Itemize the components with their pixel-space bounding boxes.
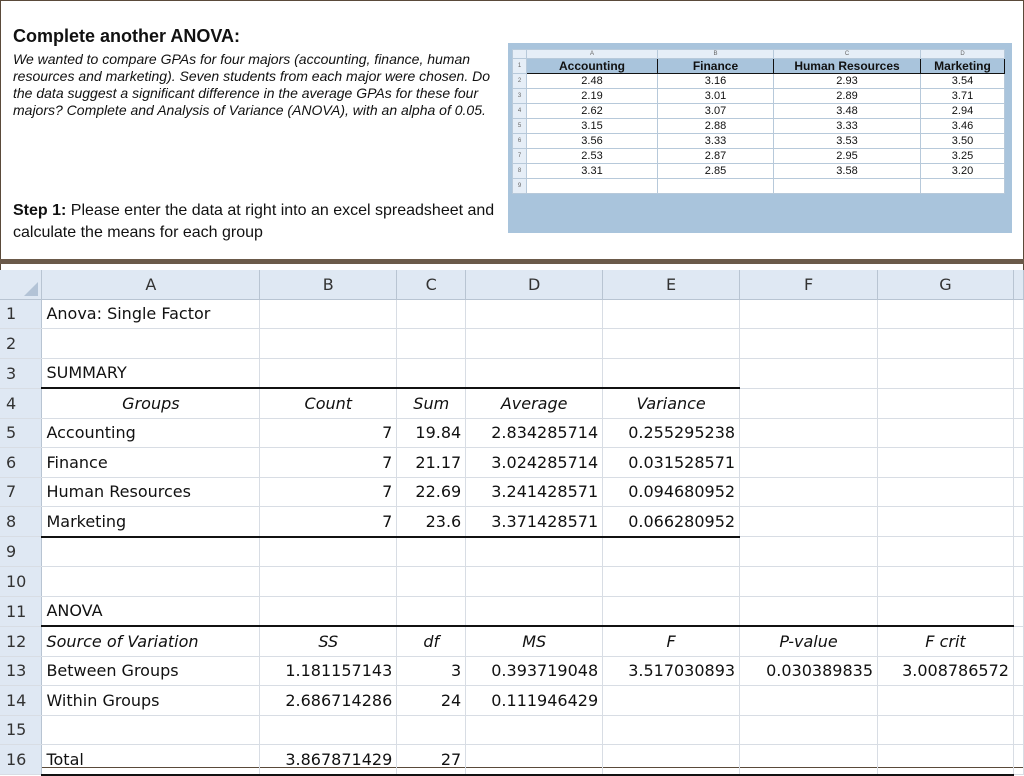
- mini-cell: 3.56: [527, 134, 658, 149]
- sheet-cell[interactable]: 21.17: [397, 448, 466, 478]
- mini-cell: 3.16: [658, 74, 774, 89]
- sheet-cell[interactable]: 7: [260, 507, 397, 537]
- sheet-cell[interactable]: [878, 418, 1014, 448]
- mini-cell: 3.31: [527, 164, 658, 179]
- mini-table-row: [513, 134, 1005, 149]
- sheet-cell-edge: [1013, 686, 1023, 716]
- sheet-cell[interactable]: Anova: Single Factor: [42, 299, 260, 329]
- sheet-cell[interactable]: [603, 567, 740, 597]
- sheet-cell-edge: [1013, 745, 1023, 775]
- row-header[interactable]: 11: [0, 596, 42, 626]
- sheet-cell[interactable]: [397, 299, 466, 329]
- sheet-cell[interactable]: [878, 745, 1014, 775]
- anova-spreadsheet: [0, 270, 1024, 776]
- sheet-cell[interactable]: [740, 537, 878, 567]
- mini-table-row: [513, 74, 1005, 89]
- sheet-cell[interactable]: 27: [397, 745, 466, 775]
- sheet-cell[interactable]: [878, 507, 1014, 537]
- column-header[interactable]: E: [603, 270, 740, 299]
- row-header[interactable]: 16: [0, 745, 42, 775]
- sheet-row: [0, 299, 1024, 329]
- sheet-cell[interactable]: [397, 329, 466, 359]
- column-header[interactable]: G: [878, 270, 1014, 299]
- sheet-cell[interactable]: 0.030389835: [740, 656, 878, 686]
- mini-cell: 2.93: [774, 74, 921, 89]
- sheet-cell[interactable]: [397, 567, 466, 597]
- mini-cell: 2.94: [921, 104, 1005, 119]
- sheet-cell[interactable]: [878, 358, 1014, 388]
- sheet-cell[interactable]: [466, 596, 603, 626]
- mini-cell: 3.25: [921, 149, 1005, 164]
- sheet-cell[interactable]: [260, 537, 397, 567]
- sheet-cell[interactable]: 7: [260, 477, 397, 507]
- row-header[interactable]: 4: [0, 388, 42, 418]
- sheet-row: [0, 507, 1024, 537]
- sheet-cell[interactable]: Groups: [42, 388, 260, 418]
- mini-table-row: [513, 164, 1005, 179]
- sheet-cell-edge: [1013, 567, 1023, 597]
- row-header[interactable]: 6: [0, 448, 42, 478]
- step-text: Please enter the data at right into an excel spreadsheet and calculate the means for each group: [13, 202, 495, 241]
- mini-cell: 3.07: [658, 104, 774, 119]
- mini-cell: 2.89: [774, 89, 921, 104]
- sheet-row: [0, 388, 1024, 418]
- problem-title: Complete another ANOVA:: [13, 26, 241, 46]
- sheet-cell[interactable]: [603, 715, 740, 745]
- sheet-cell-edge: [1013, 656, 1023, 686]
- sheet-row: [0, 418, 1024, 448]
- mini-cell: 3.53: [774, 134, 921, 149]
- column-header[interactable]: D: [466, 270, 603, 299]
- sheet-cell[interactable]: [603, 596, 740, 626]
- mini-col-header: B: [658, 50, 774, 59]
- mini-cell: [774, 179, 921, 194]
- sheet-cell[interactable]: 1.181157143: [260, 656, 397, 686]
- sheet-cell[interactable]: [878, 299, 1014, 329]
- sheet-cell[interactable]: F: [603, 626, 740, 656]
- sheet-cell-edge: [1013, 626, 1023, 656]
- sheet-cell[interactable]: [878, 567, 1014, 597]
- mini-header-cell: Accounting: [527, 59, 658, 74]
- mini-cell: 3.33: [774, 119, 921, 134]
- sheet-cell[interactable]: [740, 329, 878, 359]
- mini-cell: 2.87: [658, 149, 774, 164]
- sheet-cell[interactable]: 22.69: [397, 477, 466, 507]
- mini-row-header: 8: [513, 164, 527, 179]
- mini-row-header: 3: [513, 89, 527, 104]
- sheet-cell[interactable]: [260, 596, 397, 626]
- sheet-cell[interactable]: [740, 448, 878, 478]
- sheet-cell-edge: [1013, 299, 1023, 329]
- sheet-cell[interactable]: 3.517030893: [603, 656, 740, 686]
- sheet-cell[interactable]: df: [397, 626, 466, 656]
- mini-cell: 2.48: [527, 74, 658, 89]
- sheet-cell[interactable]: [603, 745, 740, 775]
- sheet-cell[interactable]: [466, 537, 603, 567]
- mini-cell: [527, 179, 658, 194]
- sheet-cell[interactable]: Average: [466, 388, 603, 418]
- row-header[interactable]: 10: [0, 567, 42, 597]
- mini-col-header: D: [921, 50, 1005, 59]
- sheet-cell-edge: [1013, 418, 1023, 448]
- row-header[interactable]: 5: [0, 418, 42, 448]
- section-divider: [0, 259, 1024, 264]
- sheet-cell[interactable]: [260, 358, 397, 388]
- mini-cell: 2.85: [658, 164, 774, 179]
- sheet-cell[interactable]: 3: [397, 656, 466, 686]
- row-header[interactable]: 13: [0, 656, 42, 686]
- sheet-cell[interactable]: [603, 358, 740, 388]
- mini-header-cell: Human Resources: [774, 59, 921, 74]
- sheet-row: [0, 448, 1024, 478]
- sheet-cell[interactable]: SUMMARY: [42, 358, 260, 388]
- sheet-cell[interactable]: [260, 715, 397, 745]
- mini-cell: 3.71: [921, 89, 1005, 104]
- sheet-cell[interactable]: Variance: [603, 388, 740, 418]
- sheet-cell[interactable]: [260, 329, 397, 359]
- mini-spreadsheet: [512, 49, 1005, 194]
- mini-cell: 3.01: [658, 89, 774, 104]
- mini-row-header: 4: [513, 104, 527, 119]
- mini-col-header: C: [774, 50, 921, 59]
- sheet-cell[interactable]: [740, 299, 878, 329]
- sheet-cell[interactable]: [42, 567, 260, 597]
- mini-table-row: [513, 149, 1005, 164]
- mini-header-cell: Marketing: [921, 59, 1005, 74]
- sheet-cell[interactable]: [878, 537, 1014, 567]
- sheet-cell[interactable]: 3.867871429: [260, 745, 397, 775]
- sheet-cell[interactable]: Source of Variation: [42, 626, 260, 656]
- sheet-cell[interactable]: [397, 358, 466, 388]
- sheet-cell[interactable]: [878, 388, 1014, 418]
- mini-cell: 3.46: [921, 119, 1005, 134]
- mini-cell: [658, 179, 774, 194]
- mini-cell: 3.20: [921, 164, 1005, 179]
- sheet-row: [0, 329, 1024, 359]
- sheet-cell[interactable]: [466, 745, 603, 775]
- sheet-cell[interactable]: [397, 537, 466, 567]
- row-header[interactable]: 14: [0, 686, 42, 716]
- sheet-cell[interactable]: Count: [260, 388, 397, 418]
- mini-cell: 3.33: [658, 134, 774, 149]
- sheet-cell[interactable]: 23.6: [397, 507, 466, 537]
- sheet-cell[interactable]: [740, 477, 878, 507]
- mini-cell: 3.15: [527, 119, 658, 134]
- sheet-cell[interactable]: Finance: [42, 448, 260, 478]
- sheet-cell[interactable]: [740, 388, 878, 418]
- sheet-cell[interactable]: 7: [260, 418, 397, 448]
- step-label: Step 1:: [13, 202, 67, 219]
- sheet-cell[interactable]: 2.686714286: [260, 686, 397, 716]
- row-header[interactable]: 8: [0, 507, 42, 537]
- sheet-cell-edge: [1013, 537, 1023, 567]
- sheet-row: [0, 358, 1024, 388]
- sheet-cell[interactable]: 24: [397, 686, 466, 716]
- sheet-row: [0, 596, 1024, 626]
- sheet-cell[interactable]: 0.066280952: [603, 507, 740, 537]
- sheet-cell[interactable]: ANOVA: [42, 596, 260, 626]
- sheet-row: [0, 477, 1024, 507]
- mini-cell: 2.53: [527, 149, 658, 164]
- mini-row-header: 2: [513, 74, 527, 89]
- sheet-cell[interactable]: 19.84: [397, 418, 466, 448]
- mini-table-row: [513, 89, 1005, 104]
- sheet-cell[interactable]: 3.241428571: [466, 477, 603, 507]
- sheet-cell[interactable]: MS: [466, 626, 603, 656]
- sheet-cell[interactable]: [397, 715, 466, 745]
- sheet-cell[interactable]: [878, 715, 1014, 745]
- sheet-cell[interactable]: Within Groups: [42, 686, 260, 716]
- sheet-cell[interactable]: [740, 507, 878, 537]
- mini-row-header: 9: [513, 179, 527, 194]
- sheet-cell[interactable]: [740, 567, 878, 597]
- sheet-row: [0, 567, 1024, 597]
- sheet-cell-edge: [1013, 388, 1023, 418]
- sheet-cell[interactable]: [603, 686, 740, 716]
- sheet-cell[interactable]: 0.094680952: [603, 477, 740, 507]
- mini-row-header: 5: [513, 119, 527, 134]
- sheet-cell[interactable]: 7: [260, 448, 397, 478]
- sheet-cell[interactable]: F crit: [878, 626, 1014, 656]
- sheet-cell[interactable]: P-value: [740, 626, 878, 656]
- mini-corner: [513, 50, 527, 59]
- sheet-cell[interactable]: [466, 358, 603, 388]
- sheet-cell[interactable]: [42, 537, 260, 567]
- mini-cell: 2.88: [658, 119, 774, 134]
- row-header[interactable]: 15: [0, 715, 42, 745]
- sheet-cell[interactable]: 3.371428571: [466, 507, 603, 537]
- sheet-row: [0, 537, 1024, 567]
- sheet-cell[interactable]: [878, 596, 1014, 626]
- sheet-cell-edge: [1013, 358, 1023, 388]
- sheet-row: [0, 745, 1024, 775]
- column-header[interactable]: C: [397, 270, 466, 299]
- sheet-cell[interactable]: 3.024285714: [466, 448, 603, 478]
- sheet-cell[interactable]: 0.031528571: [603, 448, 740, 478]
- row-header[interactable]: 3: [0, 358, 42, 388]
- sheet-cell[interactable]: 0.393719048: [466, 656, 603, 686]
- sheet-cell-edge: [1013, 596, 1023, 626]
- sheet-cell[interactable]: 3.008786572: [878, 656, 1014, 686]
- column-header[interactable]: A: [42, 270, 260, 299]
- row-header[interactable]: 1: [0, 299, 42, 329]
- sheet-cell[interactable]: Human Resources: [42, 477, 260, 507]
- sheet-cell[interactable]: Sum: [397, 388, 466, 418]
- sheet-cell[interactable]: [603, 329, 740, 359]
- sheet-cell[interactable]: [878, 686, 1014, 716]
- sheet-cell[interactable]: [603, 299, 740, 329]
- mini-table-row: [513, 119, 1005, 134]
- sheet-cell[interactable]: Total: [42, 745, 260, 775]
- sheet-cell[interactable]: Marketing: [42, 507, 260, 537]
- sheet-cell[interactable]: [260, 567, 397, 597]
- row-header[interactable]: 2: [0, 329, 42, 359]
- column-header[interactable]: B: [260, 270, 397, 299]
- sheet-row: [0, 715, 1024, 745]
- sheet-cell[interactable]: 0.255295238: [603, 418, 740, 448]
- sheet-cell[interactable]: [466, 715, 603, 745]
- mini-row-header: 7: [513, 149, 527, 164]
- sheet-cell[interactable]: [42, 329, 260, 359]
- row-header[interactable]: 9: [0, 537, 42, 567]
- sheet-cell[interactable]: [466, 329, 603, 359]
- sheet-row: [0, 656, 1024, 686]
- mini-table-row: [513, 104, 1005, 119]
- sheet-cell[interactable]: [603, 537, 740, 567]
- sheet-cell[interactable]: [397, 596, 466, 626]
- mini-cell: 2.62: [527, 104, 658, 119]
- sheet-cell[interactable]: [260, 299, 397, 329]
- sheet-cell-edge: [1013, 507, 1023, 537]
- sheet-cell-edge: [1013, 715, 1023, 745]
- mini-cell: 3.54: [921, 74, 1005, 89]
- sheet-cell[interactable]: [466, 299, 603, 329]
- sheet-cell[interactable]: SS: [260, 626, 397, 656]
- column-header[interactable]: F: [740, 270, 878, 299]
- row-header[interactable]: 12: [0, 626, 42, 656]
- column-header-edge: [1013, 270, 1023, 299]
- mini-cell: 2.95: [774, 149, 921, 164]
- mini-header-cell: Finance: [658, 59, 774, 74]
- sheet-row: [0, 686, 1024, 716]
- sheet-cell-edge: [1013, 477, 1023, 507]
- problem-text: We wanted to compare GPAs for four majors (accounting, finance, human resources and marketing). Seven students from each major were chosen. Do the data suggest a significant difference in the average GPAs for these four majors? Complete and Analysis of Variance (ANOVA), with an alpha of 0.05.: [13, 51, 491, 118]
- sheet-cell[interactable]: [740, 418, 878, 448]
- sheet-cell[interactable]: [42, 715, 260, 745]
- mini-cell: 2.19: [527, 89, 658, 104]
- sheet-cell[interactable]: [740, 715, 878, 745]
- sheet-cell[interactable]: [466, 567, 603, 597]
- sheet-cell[interactable]: [740, 596, 878, 626]
- sheet-row: [0, 626, 1024, 656]
- sheet-cell[interactable]: [878, 448, 1014, 478]
- mini-cell: 3.48: [774, 104, 921, 119]
- row-header[interactable]: 7: [0, 477, 42, 507]
- mini-cell: 3.50: [921, 134, 1005, 149]
- sheet-cell[interactable]: [740, 686, 878, 716]
- mini-cell: [921, 179, 1005, 194]
- sheet-cell[interactable]: [740, 745, 878, 775]
- sheet-cell[interactable]: [878, 329, 1014, 359]
- sheet-cell[interactable]: [878, 477, 1014, 507]
- sheet-cell-edge: [1013, 448, 1023, 478]
- mini-row-header: 1: [513, 59, 527, 74]
- select-all-corner[interactable]: [0, 270, 42, 299]
- sheet-cell-edge: [1013, 329, 1023, 359]
- mini-row-header: 6: [513, 134, 527, 149]
- sheet-cell[interactable]: 2.834285714: [466, 418, 603, 448]
- sheet-cell[interactable]: Between Groups: [42, 656, 260, 686]
- sheet-cell[interactable]: 0.111946429: [466, 686, 603, 716]
- sheet-cell[interactable]: [740, 358, 878, 388]
- mini-col-header: A: [527, 50, 658, 59]
- mini-cell: 3.58: [774, 164, 921, 179]
- step-instruction: [13, 200, 503, 244]
- sheet-cell[interactable]: Accounting: [42, 418, 260, 448]
